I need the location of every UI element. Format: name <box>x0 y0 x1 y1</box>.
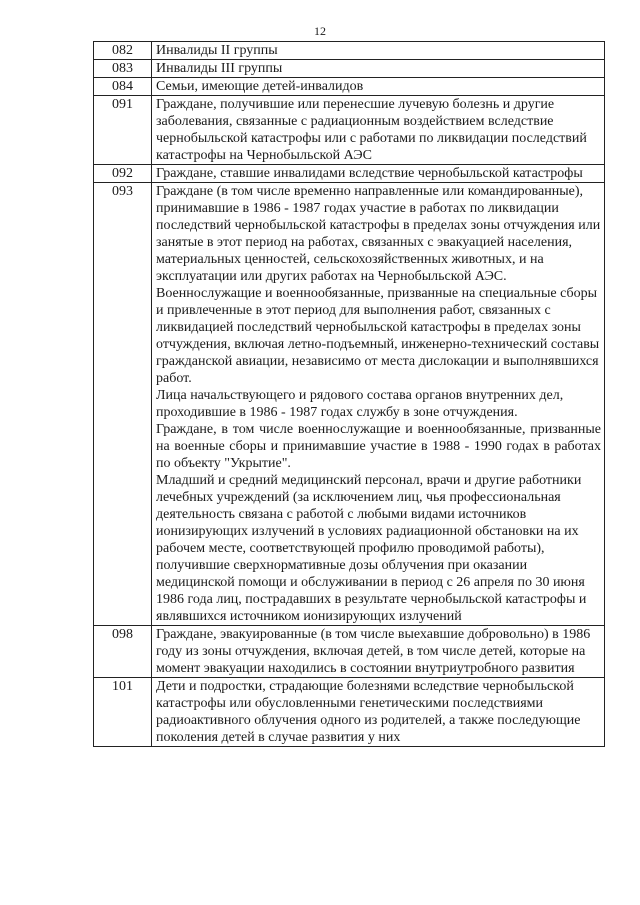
category-code: 092 <box>94 165 152 183</box>
description-paragraph: Военнослужащие и военнообязанные, призванные на специальные сборы и привлеченные в этот период для выполнения работ, связанных с ликвидацией последствий чернобыльской катастрофы в пределах зоны отчуждения, включая летно-подъемный, инженерно-технический составы гражданской авиации, независимо от места дислокации и выполнявшихся работ. <box>156 286 600 386</box>
category-description <box>152 96 605 165</box>
description-paragraph: Инвалиды III группы <box>156 61 283 76</box>
category-description <box>152 78 605 96</box>
description-paragraph: Инвалиды II группы <box>156 43 278 58</box>
table-row <box>94 165 605 183</box>
description-paragraph: Граждане (в том числе временно направленные или командированные), принимавшие в 1986 - 1987 годах участие в работах по ликвидации последствий чернобыльской катастрофы в пределах зоны отчуждения или занятые в этот период на работах, связанных с эвакуацией населения, материальных ценностей, сельскохозяйственных животных, и на эксплуатации или других работах на Чернобыльской АЭС. <box>156 184 601 284</box>
table-row <box>94 96 605 165</box>
category-code: 091 <box>94 96 152 165</box>
page-number: 12 <box>314 24 326 38</box>
category-code: 082 <box>94 42 152 60</box>
table-row <box>94 678 605 747</box>
table-row <box>94 42 605 60</box>
benefit-category-table <box>93 41 605 747</box>
table-row <box>94 183 605 626</box>
category-description <box>152 626 605 678</box>
category-description <box>152 165 605 183</box>
description-paragraph: Лица начальствующего и рядового состава органов внутренних дел, проходившие в 1986 - 1987 годах службу в зоне отчуждения. <box>156 388 564 420</box>
category-description <box>152 60 605 78</box>
category-description <box>152 42 605 60</box>
category-code: 101 <box>94 678 152 747</box>
description-paragraph: Семьи, имеющие детей-инвалидов <box>156 79 364 94</box>
description-paragraph: Граждане, эвакуированные (в том числе выехавшие добровольно) в 1986 году из зоны отчуждения, включая детей, в том числе детей, которые на момент эвакуации находились в состоянии внутриутробного развития <box>156 627 591 676</box>
table-row <box>94 626 605 678</box>
category-code: 098 <box>94 626 152 678</box>
description-paragraph: Дети и подростки, страдающие болезнями вследствие чернобыльской катастрофы или обусловленными генетическими последствиями радиоактивного облучения одного из родителей, а также последующие поколения детей в случае развития у них <box>156 679 581 745</box>
description-paragraph: Граждане, получившие или перенесшие лучевую болезнь и другие заболевания, связанные с радиационным воздействием вследствие чернобыльской катастрофы или с работами по ликвидации последствий катастрофы на Чернобыльской АЭС <box>156 97 587 163</box>
description-paragraph: Граждане, ставшие инвалидами вследствие чернобыльской катастрофы <box>156 166 583 181</box>
category-description <box>152 183 605 626</box>
description-paragraph: Граждане, в том числе военнослужащие и военнообязанные, призванные на военные сборы и принимавшие участие в 1988 - 1990 годах в работах по объекту "Укрытие". <box>156 422 601 471</box>
category-code: 093 <box>94 183 152 626</box>
description-paragraph: Младший и средний медицинский персонал, врачи и другие работники лечебных учреждений (за исключением лиц, чья профессиональная деятельность связана с работой с любыми видами источников ионизирующих излучений в условиях радиационной обстановки на их рабочем месте, соответствующей профилю проводимой работы), получившие сверхнормативные дозы облучения при оказании медицинской помощи и обслуживании в период с 26 апреля по 30 июня 1986 года лиц, пострадавших в результате чернобыльской катастрофы и являвшихся источником ионизирующих излучений <box>156 473 587 624</box>
table-row <box>94 60 605 78</box>
category-code: 084 <box>94 78 152 96</box>
category-description <box>152 678 605 747</box>
table-row <box>94 78 605 96</box>
category-code: 083 <box>94 60 152 78</box>
